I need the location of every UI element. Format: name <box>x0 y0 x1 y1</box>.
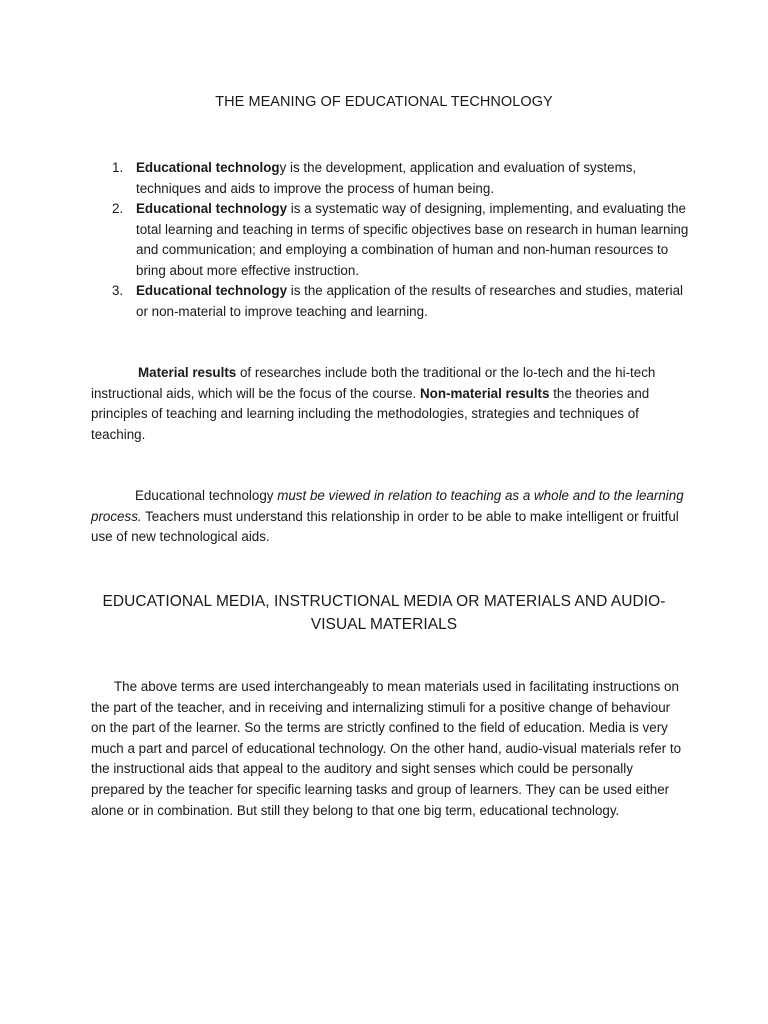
emphasis-text: must be viewed in relation to teaching as a whole and to the learning process. <box>91 488 684 524</box>
paragraph-text: The above terms are used interchangeably to mean materials used in facilitating instructions on the part of the teacher, and in receiving and internalizing stimuli for a positive change of behaviour on the part of the learner. So the terms are strictly confined to the field of education. Media is very much a part and parcel of educational technology. On the other hand, audio-visual materials refer to the instructional aids that appeal to the auditory and sight senses which could be personally prepared by the teacher for specific learning tasks and group of learners. They can be used either alone or in combination. But still they belong to that one big term, educational technology. <box>91 679 682 818</box>
page-title: THE MEANING OF EDUCATIONAL TECHNOLOGY <box>215 94 553 110</box>
list-term: Educational technology <box>136 283 288 298</box>
paragraph-text: Teachers must understand this relationship in order to be able to make intelligent or fruitful use of new technological aids. <box>91 508 679 545</box>
paragraph-text: the theories and principles of teaching and learning including the methodologies, strategies and techniques of teaching. <box>91 385 650 442</box>
list-item <box>91 158 691 199</box>
paragraph-text: Educational technology <box>135 488 278 503</box>
material-results-paragraph <box>91 363 686 445</box>
list-text: is a systematic way of designing, implementing, and evaluating the total learning and teaching in terms of specific objectives base on research in human learning and communication; and employing a combination of human and non-human resources to bring about more effective instruction. <box>136 201 689 278</box>
non-material-results-term: Non-material results <box>419 385 550 401</box>
list-number: 3. <box>112 283 124 298</box>
list-number: 1. <box>112 160 124 175</box>
list-term: Educational technology <box>136 201 288 216</box>
definitions-list <box>91 158 691 322</box>
paragraph-text: of researches include both the traditional or the lo-tech and the hi-tech instructional aids, which will be the focus of the course. <box>91 365 656 401</box>
list-text: y is the development, application and evaluation of systems, techniques and aids to improve the process of human being. <box>136 160 637 196</box>
material-results-term: Material results <box>138 365 237 380</box>
list-number: 2. <box>112 201 124 216</box>
media-paragraph <box>91 677 686 821</box>
relation-paragraph <box>91 486 686 548</box>
list-item <box>91 281 691 322</box>
section-heading: EDUCATIONAL MEDIA, INSTRUCTIONAL MEDIA OR MATERIALS AND AUDIO-VISUAL MATERIALS <box>102 593 666 633</box>
list-text: is the application of the results of researches and studies, material or non-material to improve teaching and learning. <box>136 283 684 319</box>
list-item <box>91 199 691 281</box>
list-term: Educational technolog <box>136 160 280 175</box>
